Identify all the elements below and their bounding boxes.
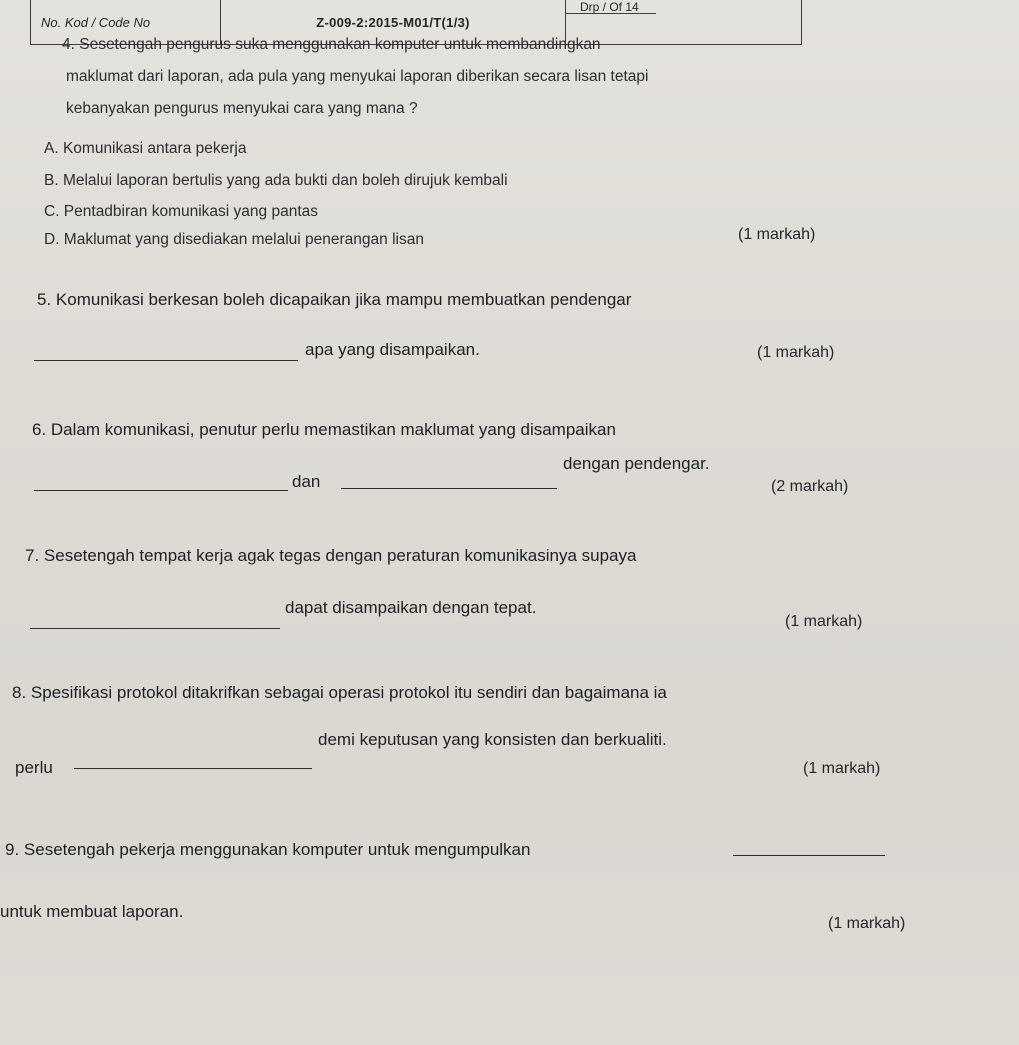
q7-answer-blank[interactable] [30, 628, 280, 629]
code-no-label: No. Kod / Code No [31, 0, 221, 44]
q6-text-line1: 6. Dalam komunikasi, penutur perlu memastikan maklumat yang disampaikan [32, 420, 616, 439]
q8-answer-blank[interactable] [74, 768, 312, 769]
q5-marks: (1 markah) [757, 344, 835, 361]
q5-text-line2: apa yang disampaikan. [305, 340, 480, 359]
q6-text-mid: dan [292, 472, 321, 491]
q9-answer-blank[interactable] [733, 855, 885, 856]
q7-text-line2: dapat disampaikan dengan tepat. [285, 598, 537, 617]
q4-option-d[interactable]: D. Maklumat yang disediakan melalui penerangan lisan [44, 231, 424, 248]
q6-text-end: dengan pendengar. [563, 454, 710, 473]
q5-text-line1: 5. Komunikasi berkesan boleh dicapaikan jika mampu membuatkan pendengar [37, 290, 632, 309]
q9-marks: (1 markah) [828, 915, 906, 932]
q4-text-line1: 4. Sesetengah pengurus suka menggunakan komputer untuk membandingkan [62, 36, 601, 53]
q7-marks: (1 markah) [785, 613, 863, 630]
q4-option-b[interactable]: B. Melalui laporan bertulis yang ada bukti dan boleh dirujuk kembali [44, 172, 508, 189]
q4-option-c[interactable]: C. Pentadbiran komunikasi yang pantas [44, 203, 318, 220]
q8-text-start: perlu [15, 758, 53, 777]
q4-text-line2: maklumat dari laporan, ada pula yang menyukai laporan diberikan secara lisan tetapi [66, 68, 649, 85]
q9-text-line2: untuk membuat laporan. [0, 902, 184, 921]
q6-answer-blank-1[interactable] [34, 490, 288, 491]
q5-answer-blank[interactable] [34, 360, 298, 361]
q8-text-line2: demi keputusan yang konsisten dan berkualiti. [318, 730, 667, 749]
q6-marks: (2 markah) [771, 478, 849, 495]
q4-text-line3: kebanyakan pengurus menyukai cara yang mana ? [66, 100, 418, 117]
q6-answer-blank-2[interactable] [341, 488, 557, 489]
q4-option-a[interactable]: A. Komunikasi antara pekerja [44, 140, 247, 157]
q7-text-line1: 7. Sesetengah tempat kerja agak tegas dengan peraturan komunikasinya supaya [25, 546, 637, 565]
q4-marks: (1 markah) [738, 226, 816, 243]
q8-text-line1: 8. Spesifikasi protokol ditakrifkan sebagai operasi protokol itu sendiri dan bagaimana ia [12, 683, 667, 702]
paper-code: Z-009-2:2015-M01/T(1/3) [221, 0, 566, 44]
page-number: Drp / Of 14 [566, 0, 656, 14]
q8-marks: (1 markah) [803, 760, 881, 777]
q9-text-line1: 9. Sesetengah pekerja menggunakan komputer untuk mengumpulkan [5, 840, 531, 859]
